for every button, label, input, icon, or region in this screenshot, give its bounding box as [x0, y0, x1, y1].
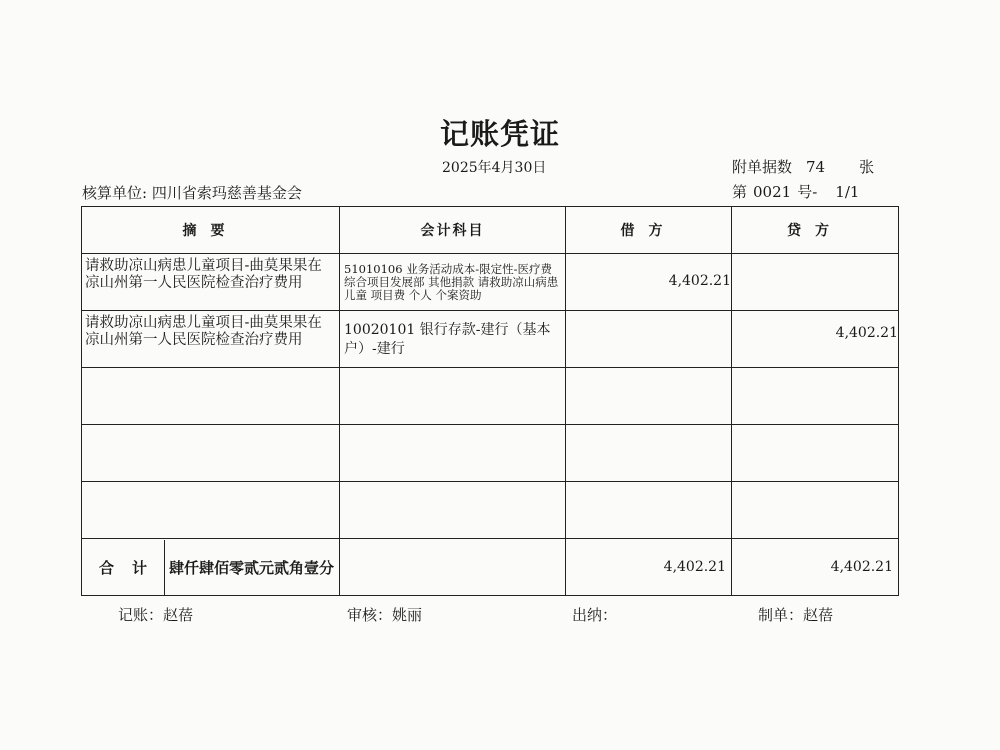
total-row — [82, 539, 899, 596]
empty-row — [82, 482, 899, 539]
attachments-info — [732, 156, 874, 177]
total-label-2: 计 — [132, 558, 148, 577]
voucher-title: 记账凭证 — [439, 117, 560, 151]
empty-row — [82, 425, 899, 482]
total-label-1: 合 — [98, 558, 114, 577]
table-row — [82, 254, 899, 311]
unit-label: 核算单位: — [82, 184, 148, 202]
summary-cell — [82, 311, 340, 368]
account-text: 10020101 银行存款-建行（基本户）-建行 — [344, 322, 551, 357]
total-label — [82, 540, 165, 595]
voucher-table — [81, 206, 899, 596]
debit-amount: 4,402.21 — [566, 254, 732, 311]
summary-text: 请救助凉山病患儿童项目-曲莫果果在凉山州第一人民医院检查治疗费用 — [85, 258, 322, 291]
credit-amount: 4,402.21 — [732, 311, 899, 368]
total-cell — [82, 539, 340, 596]
number-prefix: 第 — [732, 183, 748, 201]
header-row — [82, 207, 899, 254]
unit-name: 四川省索玛慈善基金会 — [151, 184, 302, 202]
number-value: 0021 — [753, 183, 792, 201]
number-suffix: 号- — [797, 183, 818, 201]
attachments-count: 74 — [806, 158, 826, 176]
header-debit: 借方 — [566, 207, 732, 254]
voucher-date: 2025年4月30日 — [442, 160, 547, 176]
account-cell — [340, 254, 566, 311]
attachments-label: 附单据数 — [732, 158, 793, 176]
cashier: 出纳： — [572, 606, 618, 624]
reviewer: 审核：姚丽 — [347, 606, 423, 624]
attachments-unit: 张 — [859, 158, 875, 176]
table-row — [82, 311, 899, 368]
header-summary: 摘要 — [82, 207, 340, 254]
header-account: 会计科目 — [340, 207, 566, 254]
summary-cell — [82, 254, 340, 311]
summary-text: 请救助凉山病患儿童项目-曲莫果果在凉山州第一人民医院检查治疗费用 — [85, 315, 322, 348]
bookkeeper: 记账：赵蓓 — [118, 606, 194, 624]
account-text: 51010106 业务活动成本-限定性-医疗费 综合项目发展部 其他捐款 请救助凉山病患儿童 项目费 个人 个案资助 — [344, 262, 559, 302]
credit-amount — [732, 254, 899, 311]
voucher-number — [732, 181, 859, 202]
total-account-cell — [340, 539, 566, 596]
account-cell — [340, 311, 566, 368]
preparer: 制单：赵蓓 — [758, 606, 834, 624]
page-indicator: 1/1 — [835, 183, 860, 201]
total-debit: 4,402.21 — [566, 539, 732, 596]
accounting-unit — [82, 182, 302, 203]
total-credit: 4,402.21 — [732, 539, 899, 596]
header-credit: 贷方 — [732, 207, 899, 254]
debit-amount — [566, 311, 732, 368]
total-amount-words: 肆仟肆佰零贰元贰角壹分 — [169, 558, 335, 577]
empty-row — [82, 368, 899, 425]
